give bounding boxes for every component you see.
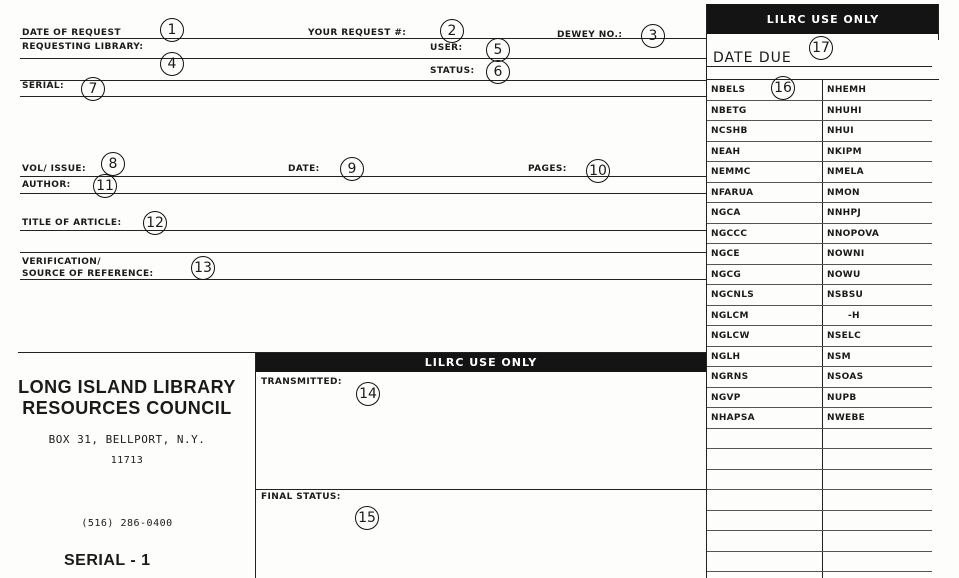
library-code: NEAH [711,146,741,157]
org-address-line1: BOX 31, BELLPORT, N.Y. [48,433,206,446]
label-pages: PAGES: [528,164,567,174]
label-date: DATE: [288,164,320,174]
label-date-due: DATE DUE [713,50,792,66]
code-row-rule [707,325,932,326]
lilrc-panel-header: LILRC USE ONLY [707,4,939,34]
library-code: NOWNI [827,249,865,259]
marker-3: 3 [641,24,665,48]
form-id: SERIAL - 1 [64,552,151,569]
library-code: NHUI [827,126,854,136]
rule-title [20,230,706,231]
library-code: NMELA [827,167,864,177]
library-code: NNHPJ [827,208,862,218]
marker-4: 4 [160,52,184,76]
library-code: NEMMC [711,167,751,177]
rule-requesting-library [20,58,706,59]
marker-1: 1 [160,18,184,42]
marker-17: 17 [809,36,833,60]
rule-date-due [707,66,932,67]
label-final-status: FINAL STATUS: [261,492,341,502]
codes-column-divider [822,79,823,578]
marker-10: 10 [586,159,610,183]
marker-6: 6 [486,60,510,84]
rule-status [20,80,706,81]
library-code: NGCG [711,269,742,280]
label-dewey-no: DEWEY NO.: [557,30,623,40]
code-row-rule [707,530,932,531]
code-row-rule [707,284,932,285]
library-code: NUPB [827,392,857,403]
rule-verification [20,252,706,253]
library-code: NGCE [711,249,740,259]
marker-7: 7 [81,77,105,101]
marker-5: 5 [486,38,510,62]
label-requesting-library: REQUESTING LIBRARY: [22,42,144,52]
label-serial: SERIAL: [22,81,65,91]
code-row-rule [707,202,932,203]
label-author: AUTHOR: [22,180,71,190]
code-row-rule [707,161,932,162]
code-row-rule [707,264,932,265]
code-row-rule [707,305,932,306]
library-code: NGVP [711,392,741,403]
lilrc-panel-right-border [938,4,939,40]
library-code: NGCCC [711,228,748,239]
library-code: NWEBE [827,413,866,423]
library-code: -H [848,310,860,321]
library-code: NMON [827,187,860,198]
marker-13: 13 [191,256,215,280]
code-row-rule [707,387,932,388]
library-code: NSELC [827,331,862,341]
rule-final-status [256,489,706,490]
lilrc-panel-left-border [706,4,707,578]
library-code: NSBSU [827,290,864,300]
marker-12: 12 [143,211,167,235]
code-row-rule [707,407,932,408]
library-code: NGCA [711,208,741,218]
org-address-line2: 11713 [110,455,144,466]
library-code: NFARUA [711,187,754,198]
code-row-rule [707,366,932,367]
library-code: NHAPSA [711,413,755,423]
library-code: NBELS [711,85,746,95]
org-block-right-border [255,352,256,578]
code-row-rule [707,141,932,142]
rule-serial [20,96,706,97]
label-source-of-reference: SOURCE OF REFERENCE: [22,269,154,279]
library-code: NOWU [827,269,861,280]
label-verification: VERIFICATION/ [22,257,101,267]
code-row-rule [707,182,932,183]
library-code: NNOPOVA [827,228,880,239]
label-title-of-article: TITLE OF ARTICLE: [22,218,122,228]
library-code: NBETG [711,105,747,116]
marker-8: 8 [101,152,125,176]
org-name-line1: LONG ISLAND LIBRARY [18,377,236,397]
label-status: STATUS: [430,66,475,76]
marker-16: 16 [771,76,795,100]
library-code: NGLCW [711,331,750,341]
library-code: NGLCM [711,310,749,321]
code-row-rule [707,428,932,429]
org-phone: (516) 286-0400 [81,518,173,529]
library-code: NCSHB [711,126,748,136]
marker-14: 14 [356,382,380,406]
code-row-rule [707,120,932,121]
label-your-request-no: YOUR REQUEST #: [308,28,407,38]
code-row-rule [707,571,932,572]
label-vol-issue: VOL/ ISSUE: [22,164,86,174]
label-date-of-request: DATE OF REQUEST [22,28,121,38]
org-name-line2: RESOURCES COUNCIL [22,398,232,418]
code-row-rule [707,489,932,490]
library-code: NGRNS [711,372,749,382]
marker-15: 15 [355,506,379,530]
label-user: USER: [430,43,463,53]
code-row-rule [707,551,932,552]
library-code: NKIPM [827,146,862,157]
code-row-rule [707,223,932,224]
library-code: NGCNLS [711,290,755,300]
rule-codes-top [707,79,939,80]
code-row-rule [707,510,932,511]
marker-11: 11 [93,174,117,198]
code-row-rule [707,100,932,101]
library-code: NGLH [711,351,741,362]
library-code: NSM [827,351,851,362]
library-code: NHEMH [827,85,867,95]
marker-9: 9 [340,157,364,181]
code-row-rule [707,243,932,244]
code-row-rule [707,469,932,470]
code-row-rule [707,346,932,347]
library-code: NHUHI [827,105,862,116]
label-transmitted: TRANSMITTED: [261,377,342,387]
bottom-lilrc-header: LILRC USE ONLY [256,353,706,372]
library-code: NSOAS [827,372,864,382]
rule-source [20,279,706,280]
marker-2: 2 [440,19,464,43]
rule-author [20,193,706,194]
code-row-rule [707,448,932,449]
